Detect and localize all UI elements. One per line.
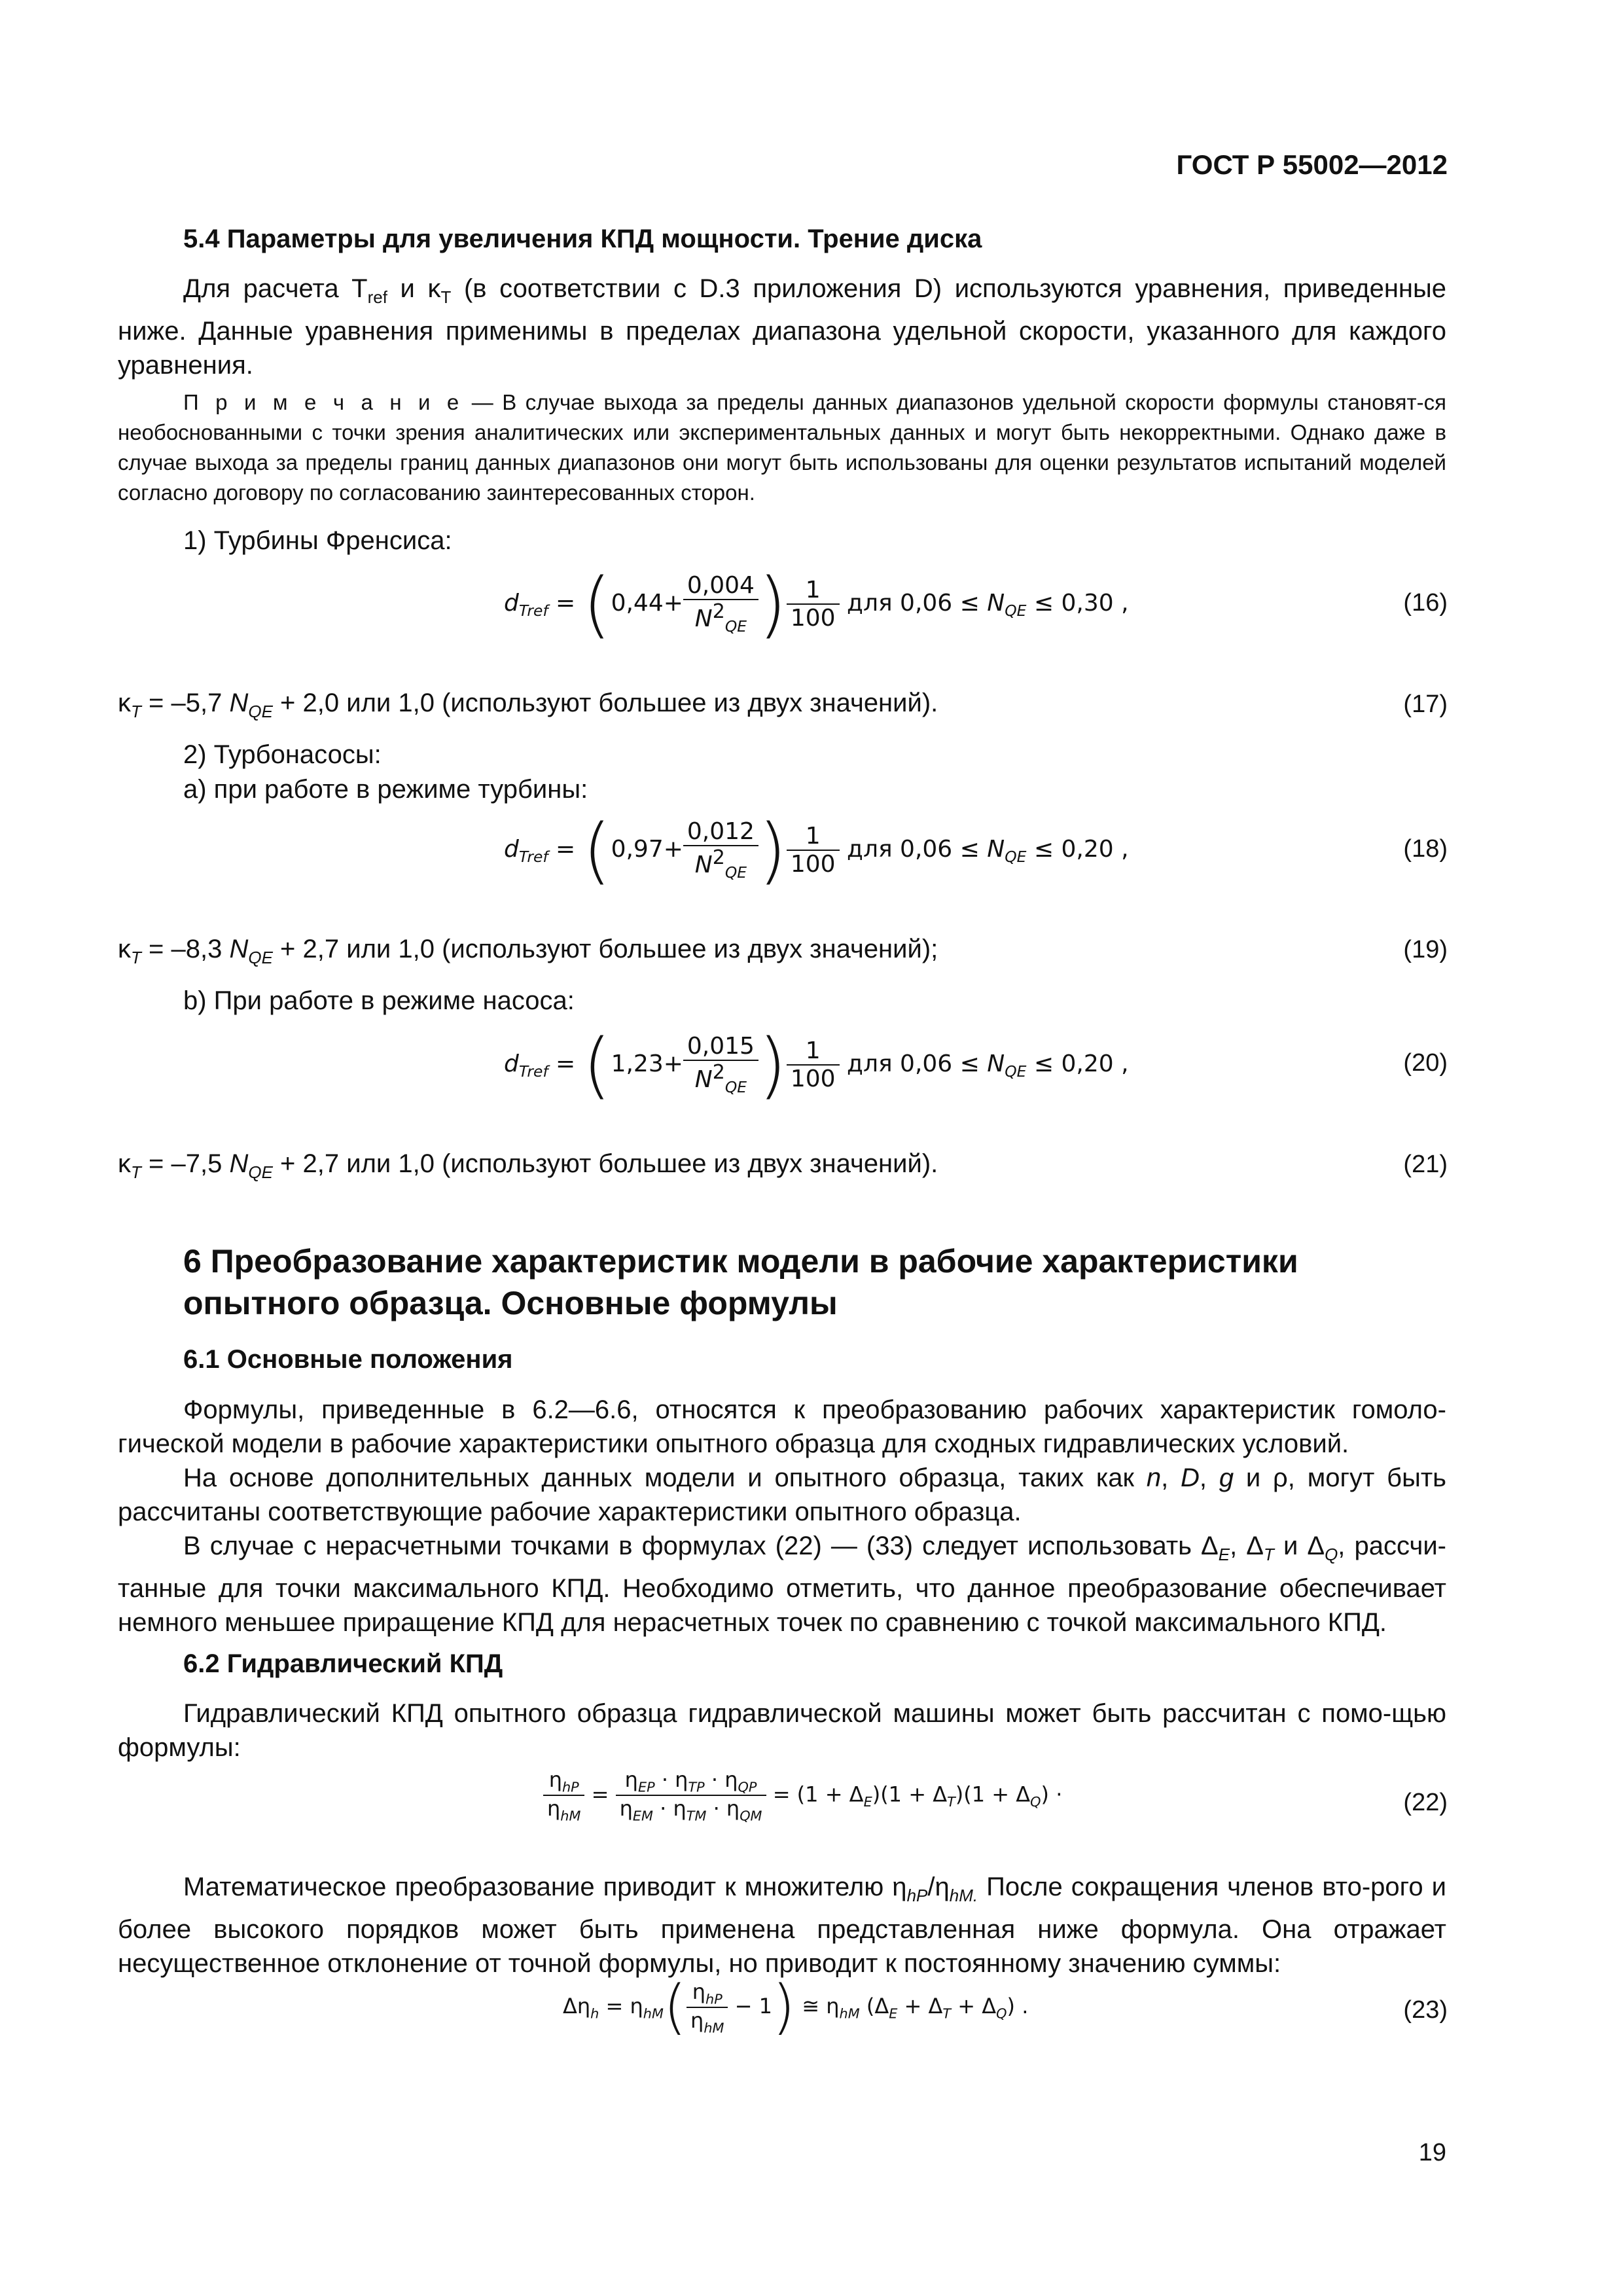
- standard-header: ГОСТ Р 55002—2012: [1176, 149, 1448, 180]
- section-6-2-paragraph-1: Гидравлический КПД опытного образца гидравлической машины может быть рассчитан с помо-щью формулы:: [118, 1699, 1446, 1762]
- equation-19-number: (19): [1403, 936, 1448, 963]
- item-francis: 1) Турбины Френсиса:: [183, 526, 452, 555]
- section-6-1-paragraph-3: В случае с нерасчетными точками в формулах (22) — (33) следует использовать $\Delta_E$, $\Delta_T$ и $\Delta_Q$, рассчи-танные для точки максимального КПД. Необходимо отметить, что данное преобразование обеспечивает немного меньшее приращение КПД для нерасчетных точек по сравнению с точкой максимального КПД.: [118, 1532, 1447, 1637]
- equation-18-number: (18): [1403, 835, 1448, 863]
- equation-21: $\kappa_T = -7,5$ $N_{QE} + 2,7$ или 1,0 (используют большее из двух значений).: [118, 1149, 938, 1182]
- equation-16-number: (16): [1403, 589, 1448, 617]
- section-5-4-heading: 5.4 Параметры для увеличения КПД мощности. Трение диска: [183, 224, 982, 253]
- equation-22-number: (22): [1403, 1789, 1448, 1816]
- equation-22: $\frac{\eta_{hP}}{\eta_{hM}}$ = $\frac{\eta_{EP} \cdot \eta_{TP} \cdot \eta_{QP}}{\eta_{EM} \cdot \eta_{TM} \cdot \eta_{QM}}$ = $(1 + \Delta_E)(1 + \Delta_T)(1 + \Delta_Q)$ ·: [543, 1767, 1062, 1824]
- note-text: — В случае выхода за пределы данных диапазонов удельной скорости формулы становят-ся необоснованными с точки зрения аналитических или экспериментальных данных и могут быть некорректными. Однако даже в случае выхода за пределы границ данных диапазонов они могут быть использованы для оценки результатов испытаний моделей согласно договору по согласованию заинтересованных сторон.: [118, 390, 1446, 505]
- section-5-4-paragraph: Для расчета $T_{ref}$ и $\kappa_T$ (в соответствии с D.3 приложения D) используются уравнения, приведенные ниже. Данные уравнения применимы в пределах диапазона удельной скорости, указанного для каждого уравнения.: [118, 274, 1446, 380]
- equation-17-number: (17): [1403, 691, 1448, 718]
- section-6-2-heading: 6.2 Гидравлический КПД: [183, 1649, 503, 1678]
- note-label: П р и м е ч а н и е: [183, 390, 463, 414]
- section-6-2-paragraph-2: Математическое преобразование приводит к множителю $\eta_{hP}/\eta_{hM.}$ После сокращения членов вто-рого и более высокого порядков может быть применена представленная ниже формула. Она отражает несущественное отклонение от точной формулы, но приводит к постоянному значению суммы:: [118, 1873, 1447, 1978]
- equation-23: $\Delta\eta_h = \eta_{hM}$( $\frac{\eta_{hP}}{\eta_{hM}}$ − 1) ≅ $\eta_{hM}$ $(\Delta_E + \Delta_T + \Delta_Q)$ .: [563, 1973, 1029, 2041]
- section-6-1-heading: 6.1 Основные положения: [183, 1345, 513, 1374]
- equation-16: $d_{Tref} = (0,44+$ $\frac{0,004}{N^2_{QE}}$ ) $\frac{1}{100}$ для $0,06 \le N_{QE} \le 0,30$ ,: [504, 562, 1129, 646]
- item-turbopumps: 2) Турбонасосы:: [183, 740, 382, 769]
- section-6-1-paragraph-2: На основе дополнительных данных модели и опытного образца, таких как n, D, g и ρ, могут быть рассчитаны соответствующие рабочие характеристики опытного образца.: [118, 1463, 1447, 1526]
- note-paragraph: [118, 387, 1446, 508]
- equation-19: $\kappa_T = -8,3$ $N_{QE} + 2,7$ или 1,0 (используют большее из двух значений);: [118, 935, 938, 967]
- equation-17: $\kappa_T = -5,7$ $N_{QE} + 2,0$ или 1,0 (используют большее из двух значений).: [118, 689, 938, 721]
- item-pump-mode: b) При работе в режиме насоса:: [183, 986, 575, 1015]
- equation-21-number: (21): [1403, 1151, 1448, 1178]
- section-6-heading: 6 Преобразование характеристик модели в рабочие характеристики опытного образца. Основные формулы: [183, 1243, 1298, 1321]
- equation-20-number: (20): [1403, 1049, 1448, 1077]
- equation-20: $d_{Tref} = (1,23+$ $\frac{0,015}{N^2_{QE}}$ ) $\frac{1}{100}$ для $0,06 \le N_{QE} \le 0,20$ ,: [504, 1023, 1129, 1107]
- section-6-1-paragraph-1: Формулы, приведенные в 6.2—6.6, относятся к преобразованию рабочих характеристик гомоло-гической модели в рабочие характеристики опытного образца для сходных гидравлических условий.: [118, 1395, 1446, 1458]
- equation-18: $d_{Tref} = (0,97+$ $\frac{0,012}{N^2_{QE}}$ ) $\frac{1}{100}$ для $0,06 \le N_{QE} \le 0,20$ ,: [504, 808, 1129, 892]
- equation-23-number: (23): [1403, 1996, 1448, 2024]
- page-number: 19: [1418, 2139, 1446, 2166]
- item-turbine-mode: а) при работе в режиме турбины:: [183, 775, 588, 804]
